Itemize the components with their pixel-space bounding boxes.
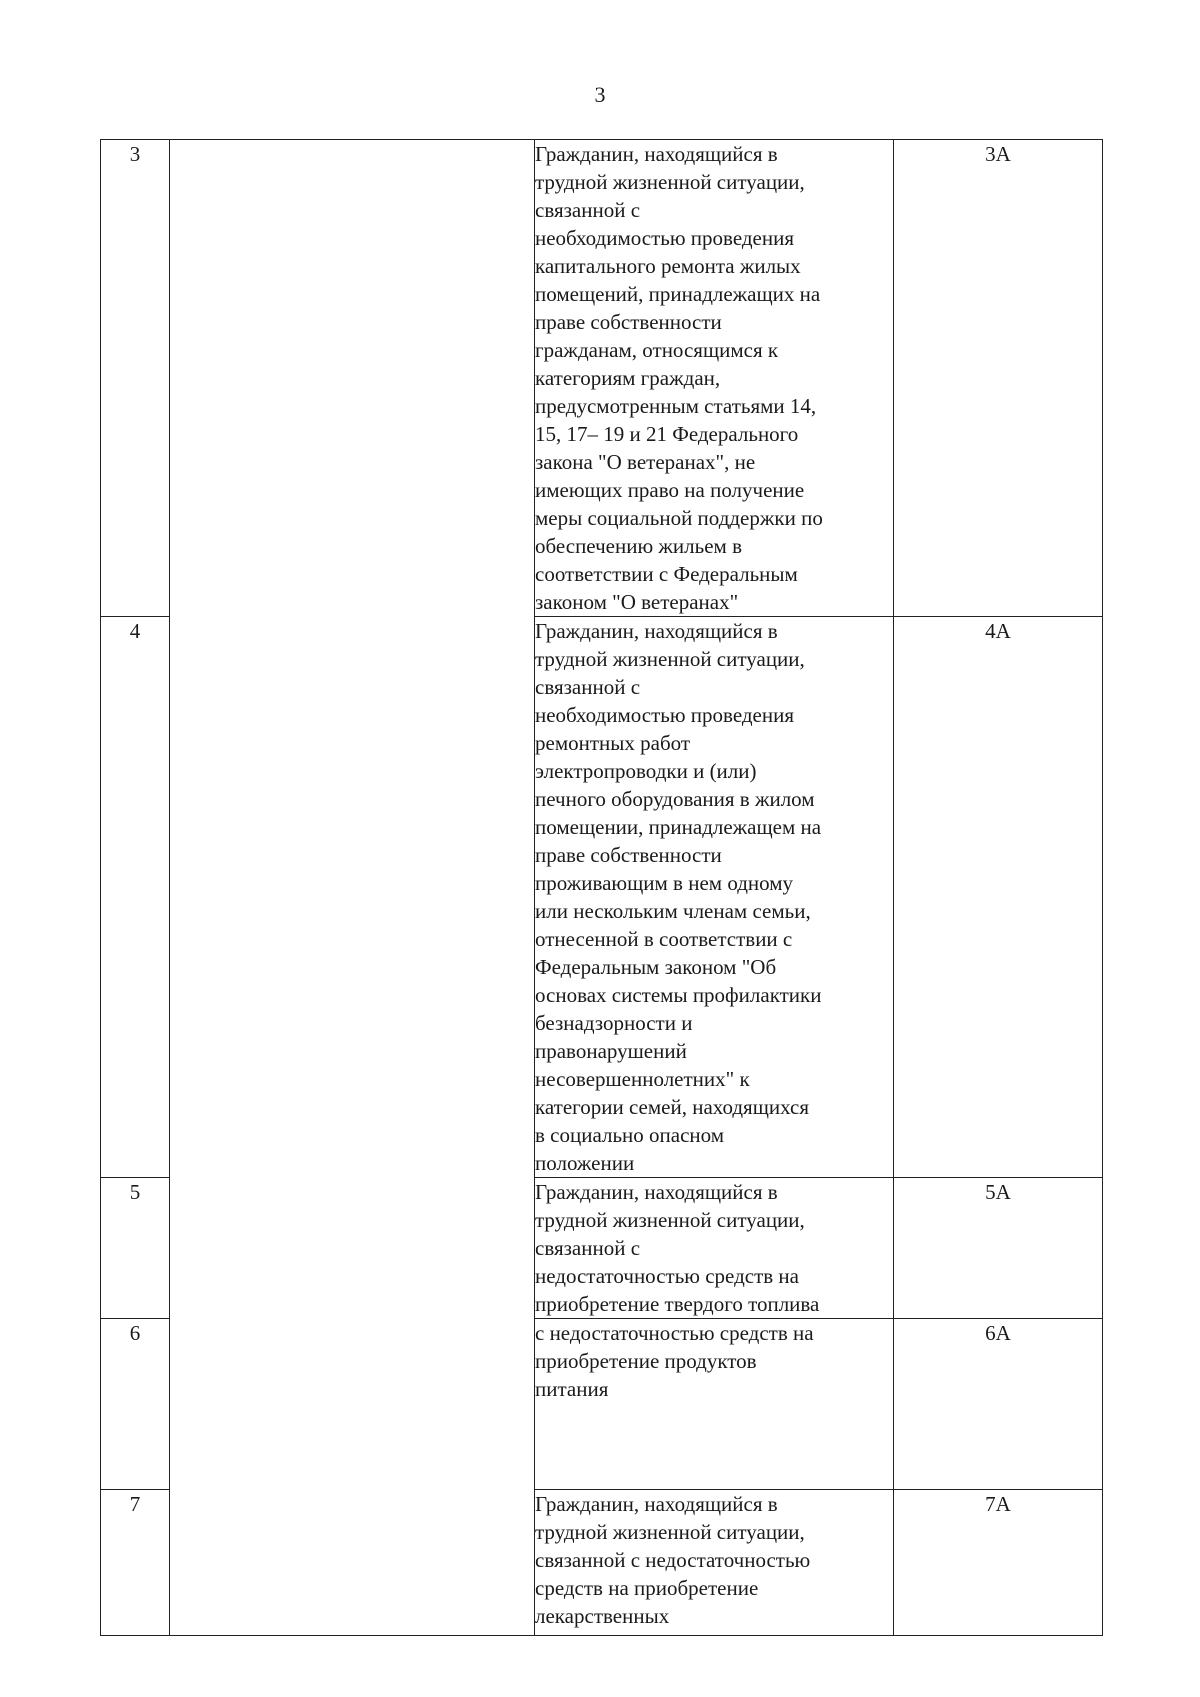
row-number-cell: 3 [101, 140, 170, 617]
category-description-cell: с недостаточностью средств на приобретение продуктов питания [535, 1319, 894, 1490]
row-number-cell: 6 [101, 1319, 170, 1490]
category-description-cell: Гражданин, находящийся в трудной жизненной ситуации, связанной с недостаточностью средств на приобретение твердого топлива [535, 1178, 894, 1319]
category-code-cell: 3А [894, 140, 1103, 617]
category-code-cell: 5А [894, 1178, 1103, 1319]
category-description-cell: Гражданин, находящийся в трудной жизненной ситуации, связанной с необходимостью проведения ремонтных работ электропроводки и (или) печного оборудования в жилом помещении, принадлежащем на праве собственности проживающим в нем одному или нескольким членам семьи, отнесенной в соответствии с Федеральным законом "Об основах системы профилактики безнадзорности и правонарушений несовершеннолетних" к категории семей, находящихся в социально опасном положении [535, 617, 894, 1178]
row-number-cell: 4 [101, 617, 170, 1178]
row-number-cell: 7 [101, 1490, 170, 1636]
category-code-cell: 7А [894, 1490, 1103, 1636]
row-number-cell: 5 [101, 1178, 170, 1319]
benefits-table [100, 139, 1103, 1636]
table-row [101, 140, 1103, 617]
empty-merged-cell [170, 140, 535, 1636]
category-code-cell: 6А [894, 1319, 1103, 1490]
page-number: 3 [594, 82, 606, 107]
category-code-cell: 4А [894, 617, 1103, 1178]
category-description-cell: Гражданин, находящийся в трудной жизненной ситуации, связанной с необходимостью проведения капитального ремонта жилых помещений, принадлежащих на праве собственности гражданам, относящимся к категориям граждан, предусмотренным статьями 14, 15, 17– 19 и 21 Федерального закона "О ветеранах", не имеющих право на получение меры социальной поддержки по обеспечению жильем в соответствии с Федеральным законом "О ветеранах" [535, 140, 894, 617]
category-description-cell: Гражданин, находящийся в трудной жизненной ситуации, связанной с недостаточностью средств на приобретение лекарственных [535, 1490, 894, 1636]
